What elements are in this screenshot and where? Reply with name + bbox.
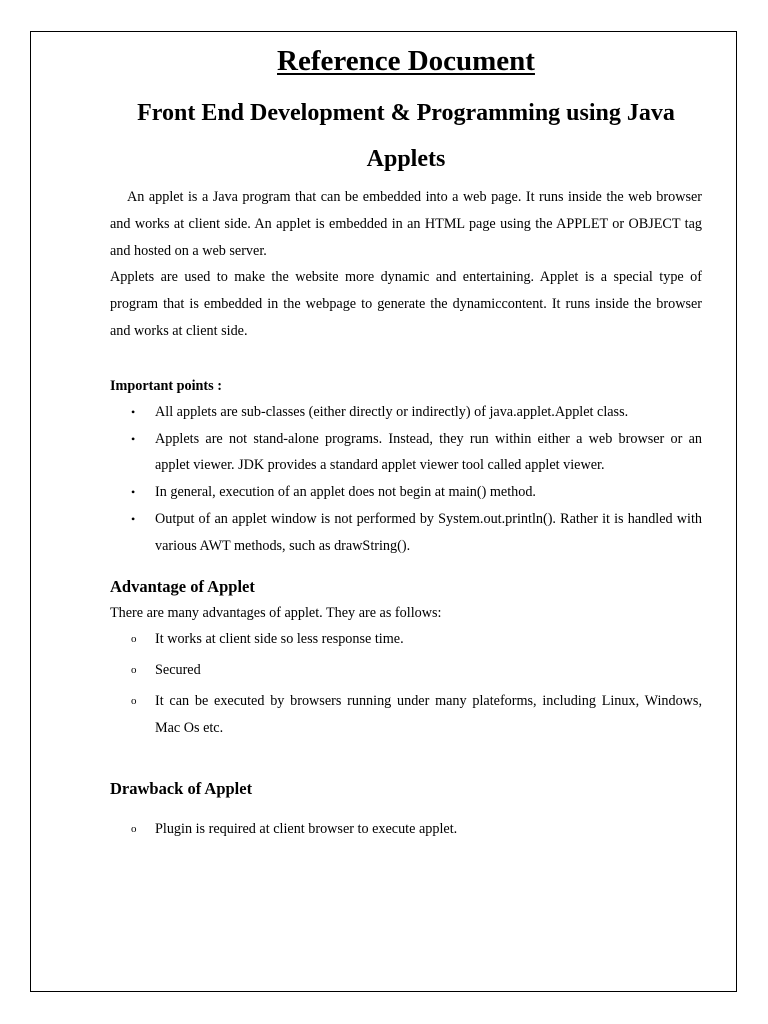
document-subtitle bbox=[110, 90, 702, 182]
intro-paragraph-2: Applets are used to make the website more dynamic and entertaining. Applet is a special type of program that is embedded in the webpage to generate the dynamiccontent. It runs inside the browser and works at client side. bbox=[110, 269, 702, 339]
list-item bbox=[110, 506, 702, 560]
list-item bbox=[110, 426, 702, 480]
list-item-text: Applets are not stand-alone programs. Instead, they run within either a web browser or an applet viewer. JDK provides a standard applet viewer tool called applet viewer. bbox=[155, 430, 702, 474]
list-item-text: It can be executed by browsers running under many plateforms, including Linux, Windows, Mac Os etc. bbox=[155, 692, 702, 736]
list-item-text: Plugin is required at client browser to execute applet. bbox=[155, 820, 458, 837]
drawback-heading: Drawback of Applet bbox=[110, 778, 253, 798]
document-body bbox=[110, 40, 702, 842]
list-item-text: In general, execution of an applet does not begin at main() method. bbox=[155, 484, 536, 501]
list-item bbox=[110, 399, 702, 426]
important-points-list bbox=[110, 399, 702, 560]
list-item bbox=[110, 816, 702, 843]
document-subtitle-line-1: Front End Development & Programming using Java bbox=[137, 100, 675, 126]
list-item bbox=[110, 479, 702, 506]
circle-bullet-icon: o bbox=[131, 822, 137, 835]
intro-paragraph-1: An applet is a Java program that can be embedded into a web page. It runs inside the web browser and works at client side. An applet is embedded in an HTML page using the APPLET or OBJECT tag and hosted on a web server. bbox=[110, 189, 702, 259]
list-item-text: All applets are sub-classes (either directly or indirectly) of java.applet.Applet class. bbox=[155, 403, 629, 420]
advantage-heading: Advantage of Applet bbox=[110, 576, 255, 596]
document-subtitle-line-2: Applets bbox=[366, 146, 446, 172]
bullet-icon: • bbox=[131, 431, 136, 446]
document-title: Reference Document bbox=[277, 45, 535, 77]
bullet-icon: • bbox=[131, 485, 136, 500]
list-item-text: Output of an applet window is not performed by System.out.println(). Rather it is handled with various AWT methods, such as drawString(). bbox=[155, 510, 702, 554]
list-item-text: It works at client side so less response time. bbox=[155, 631, 404, 648]
list-item bbox=[110, 688, 702, 742]
advantages-list bbox=[110, 626, 702, 741]
important-points-label: Important points : bbox=[110, 377, 222, 394]
list-item bbox=[110, 657, 702, 684]
advantage-intro: There are many advantages of applet. They are as follows: bbox=[110, 604, 442, 621]
bullet-icon: • bbox=[131, 404, 136, 419]
bullet-icon: • bbox=[131, 511, 136, 526]
list-item-text: Secured bbox=[155, 662, 201, 679]
circle-bullet-icon: o bbox=[131, 633, 137, 646]
circle-bullet-icon: o bbox=[131, 694, 137, 707]
circle-bullet-icon: o bbox=[131, 664, 137, 677]
drawbacks-list bbox=[110, 816, 702, 843]
list-item bbox=[110, 626, 702, 653]
